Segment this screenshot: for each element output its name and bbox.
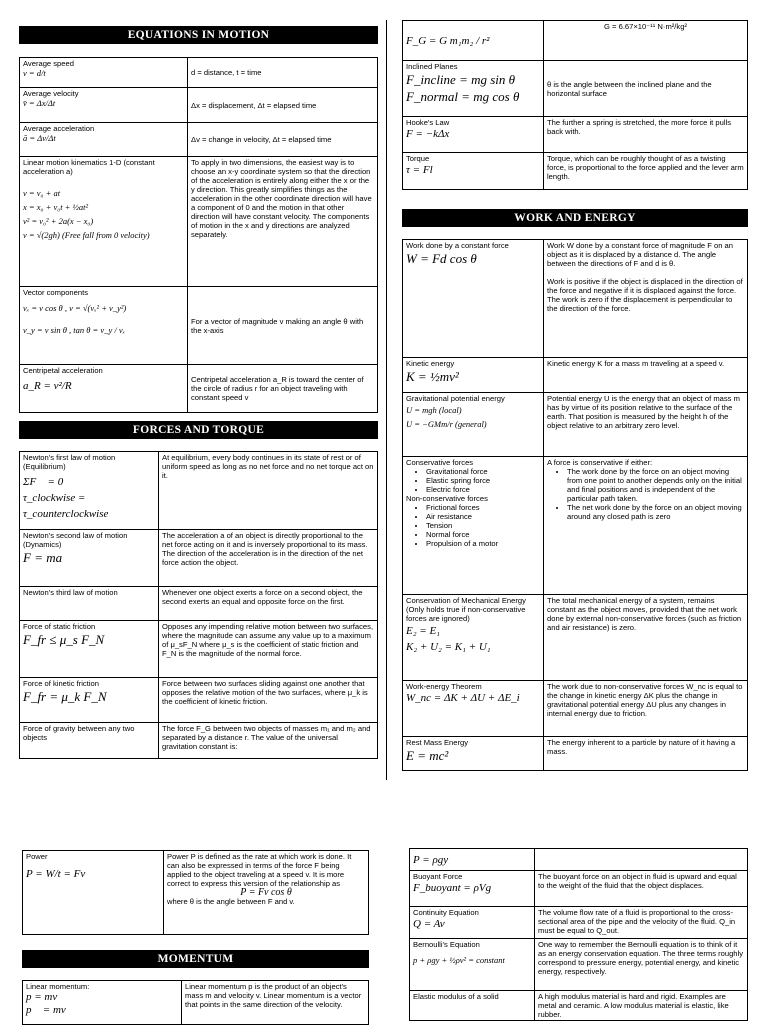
list-item: • The work done by the force on an object moving from one point to another depends only on the initial and final positions and is independent of the particular path taken. (567, 467, 744, 503)
work-table (402, 239, 748, 771)
table-row: Torque τ = Fl Torque, which can be roughly thought of as a twisting force, is proportional to the force applied and the lever arm length. (403, 153, 748, 190)
table-row: Buoyant Force F_buoyant = ρVg The buoyant force on an object in fluid is upward and equal to the weight of the fluid that the object displaces. (410, 871, 748, 907)
table-row: Hooke's Law F = −kΔx The further a spring is stretched, the more force it pulls back with. (403, 117, 748, 153)
list-item: • Gravitational force (426, 467, 540, 476)
table-row: Inclined Planes F_incline = mg sin θ F_normal = mg cos θ θ is the angle between the inclined plane and the horizontal surface (403, 61, 748, 117)
left-top-column (19, 26, 378, 759)
list-item: • The net work done by the force on an object moving around any closed path is zero (567, 503, 744, 521)
table-row: Linear motion kinematics 1-D (constant acceleration a) v = v₀ + at x = x₀ + v₀t + ½at² v² = v₀² + 2a(x − x₀) v = √(2gh) (Free fall from 0 velocity) To apply in two dimensions, the easiest way is to choose an x-y coordinate system so that the direction of the acceleration is entirely along either the x or the y direction. This greatly simplifies things as the acceleration in the other coordinate direction will have a component of 0 and the motion in that other direction will have constant velocity. The components of motion in the x and y directions are analyzed separately. (20, 157, 378, 287)
table-row: Bernoulli's Equation p + ρgy + ½ρv² = constant One way to remember the Bernoulli equation is to think of it as an energy conservation equation. The three terms roughly correspond to pressure energy, potential energy, and kinetic energy, respectively. (410, 939, 748, 991)
table-row: Centripetal acceleration a_R = v²/R Centripetal acceleration a_R is toward the center of the circle of radius r for an object traveling with constant speed v (20, 365, 378, 413)
list-item: • Propulsion of a motor (426, 539, 540, 548)
list-item: • Tension (426, 521, 540, 530)
table-row: Average speed v = d/t d = distance, t = time (20, 58, 378, 88)
table-row: Continuity Equation Q = Av The volume flow rate of a fluid is proportional to the cross-sectional area of the pipe and the velocity of the fluid. Q_in must be equal to Q_out. (410, 907, 748, 939)
table-row: Rest Mass Energy E = mc² The energy inherent to a particle by nature of it having a mass. (403, 737, 748, 771)
forces-table (19, 451, 378, 759)
momentum-table (22, 980, 369, 1025)
right-bottom-column (409, 848, 748, 1021)
conservative-criteria-list (547, 467, 744, 521)
table-row: Kinetic energy K = ½mv² Kinetic energy K for a mass m traveling at a speed v. (403, 358, 748, 393)
table-row: Conservative forces • Gravitational force • Elastic spring force • Electric force Non-conservative forces • Frictional forces • Air resistance • Tension • Normal force • Propulsion of a motor A force is conservative if either: • The work done by the force on an object moving from one point to another depends only on the initial and final positions and is independent of the particular path taken. • The net work done by the force on an object moving around any closed path is zero (403, 457, 748, 595)
table-row: P = ρgy (410, 849, 748, 871)
table-row: Elastic modulus of a solid A high modulus material is hard and rigid. Examples are metal and ceramic. A low modulus material is elastic, like rubber. (410, 991, 748, 1021)
table-row: Newton's second law of motion (Dynamics) F = ma The acceleration a of an object is directly proportional to the net force acting on it and is inversely proportional to its mass. The direction of the acceleration is in the direction of the net force action the object. (20, 530, 378, 587)
list-item: • Elastic spring force (426, 476, 540, 485)
table-row: Newton's first law of motion (Equilibrium) ΣF⃗ = 0 τ_clockwise = τ_counterclockwise At equilibrium, every body continues in its state of rest or of uniform speed as long as no net force and no net torque act on it. (20, 452, 378, 530)
table-row: Gravitational potential energy U = mgh (local) U = −GMm/r (general) Potential energy U is the energy that an object of mass m has by virtue of its position relative to the surface of the earth. That position is measured by the height h of the object relative to an arbitrary zero level. (403, 393, 748, 457)
right-top-column (402, 20, 748, 771)
table-row: Work-energy Theorem W_nc = ΔK + ΔU + ΔE_i The work due to non-conservative forces W_nc is equal to the change in kinetic energy ΔK plus the change in gravitational potential energy ΔU plus any changes in internal energy due to friction. (403, 681, 748, 737)
nonconservative-forces-list (406, 503, 540, 548)
header-work-and-energy: WORK AND ENERGY (402, 209, 748, 227)
table-row: Conservation of Mechanical Energy (Only holds true if non-conservative forces are ignored) E₂ = E₁ K₂ + U₂ = K₁ + U₁ The total mechanical energy of a system, remains constant as the object moves, provided that the net work done by external non-conservative forces (such as friction and air resistance) is zero. (403, 595, 748, 681)
table-row: F_G = G m₁m₂ / r² G = 6.67×10⁻¹¹ N·m²/kg² (403, 21, 748, 61)
list-item: • Normal force (426, 530, 540, 539)
list-item: • Frictional forces (426, 503, 540, 512)
power-table (22, 850, 369, 935)
table-row: Newton's third law of motion Whenever one object exerts a force on a second object, the second exerts an equal and opposite force on the first. (20, 587, 378, 621)
table-row: Power P = W/t = Fv Power P is defined as the rate at which work is done. It can also be expressed in terms of the force F being applied to the object traveling at a speed v. It is more correct to express this version of the relationship as P = Fv cos θ where θ is the angle between F and v. (23, 851, 369, 935)
header-momentum: MOMENTUM (22, 950, 369, 968)
table-row: Linear momentum: p = mv p⃗ = mv⃗ Linear momentum p is the product of an object's mass m and velocity v. Linear momentum is a vector that points in the same direction of the velocity. (23, 981, 369, 1025)
table-row: Force of static friction F_fr ≤ μ_s F_N Opposes any impending relative motion between two surfaces, where the magnitude can assume any value up to a maximum of μ_sF_N where μ_s is the coefficient of static friction and F_N is the magnitude of the normal force. (20, 621, 378, 678)
header-forces-and-torque: FORCES AND TORQUE (19, 421, 378, 439)
table-row: Force of kinetic friction F_fr = μ_k F_N Force between two surfaces sliding against one another that opposes the relative motion of the two surfaces, where μ_k is the coefficient of kinetic friction. (20, 678, 378, 723)
table-row: Average acceleration ā = Δv/Δt Δv = change in velocity, Δt = elapsed time (20, 123, 378, 157)
column-divider (386, 20, 387, 780)
left-bottom-column (22, 850, 369, 1025)
fluids-table (409, 848, 748, 1021)
list-item: • Electric force (426, 485, 540, 494)
conservative-forces-list (406, 467, 540, 494)
list-item: • Air resistance (426, 512, 540, 521)
header-equations-in-motion: EQUATIONS IN MOTION (19, 26, 378, 44)
gravity-continued-table (402, 20, 748, 190)
table-row: Work done by a constant force W = Fd cos θ Work W done by a constant force of magnitude F on an object as it is displaced by a distance d. The angle between the directions of F and d is θ. Work is positive if the object is displaced in the direction of the force and negative if it is displaced against the force. The work is zero if the displacement is perpendicular to the direction of the force. (403, 240, 748, 358)
table-row: Average velocity v̄ = Δx/Δt Δx = displacement, Δt = elapsed time (20, 88, 378, 123)
table-row: Force of gravity between any two objects The force F_G between two objects of masses m₁ and m₂ and separated by a distance r. The value of the universal gravitation constant is: (20, 723, 378, 759)
table-row: Vector components vₓ = v cos θ , v = √(vₓ² + v_y²) v_y = v sin θ , tan θ = v_y / vₓ For a vector of magnitude v making an angle θ with the x-axis (20, 287, 378, 365)
motion-table (19, 57, 378, 413)
